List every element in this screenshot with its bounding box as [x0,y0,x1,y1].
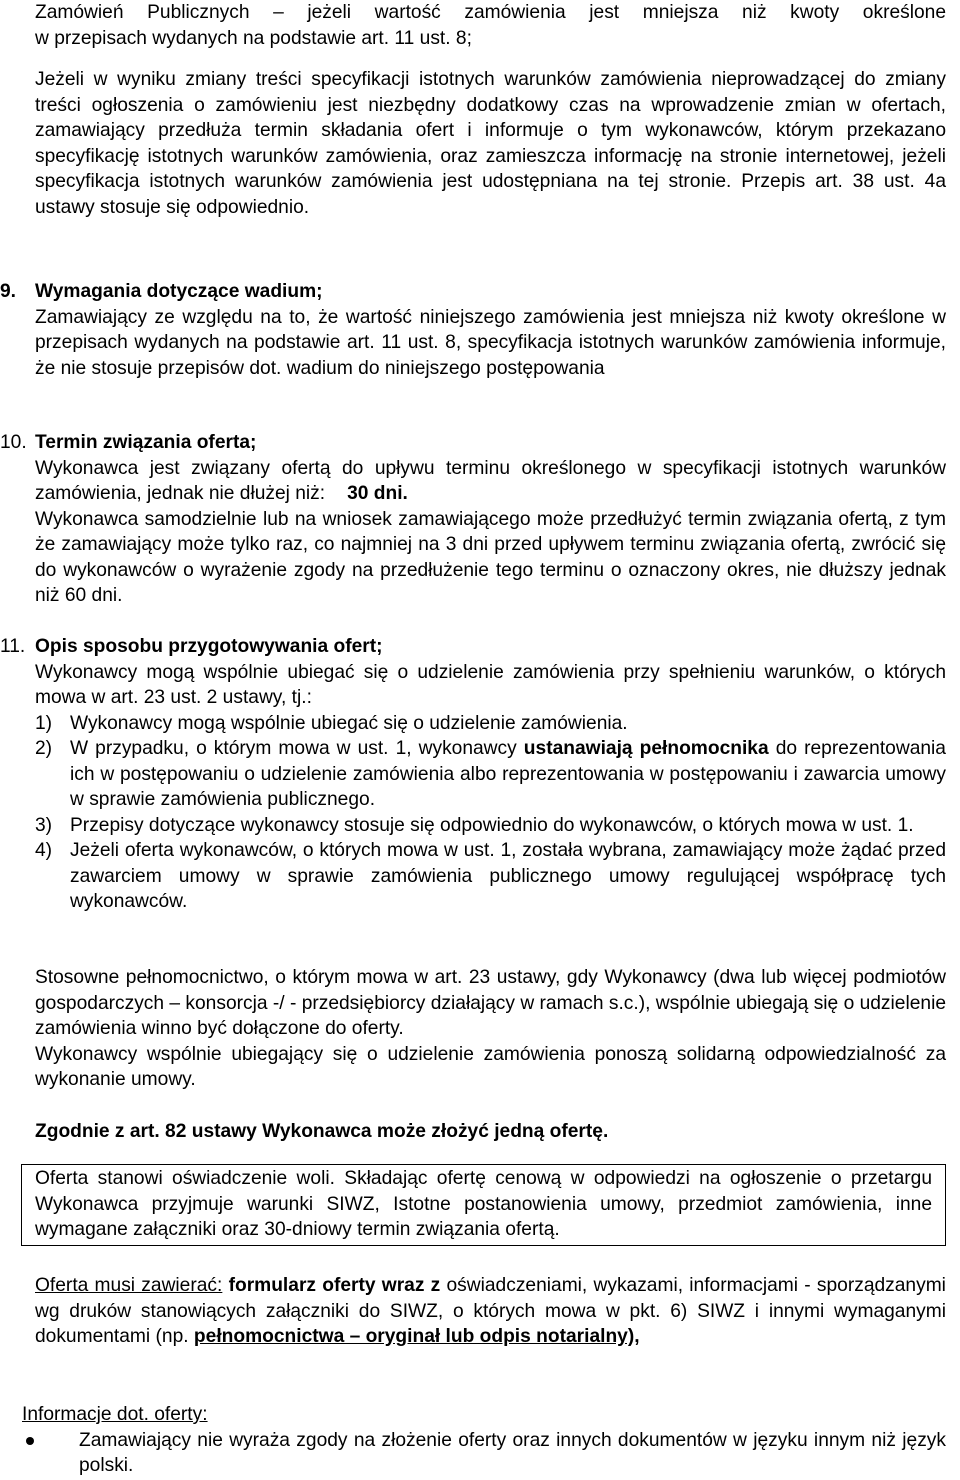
oferta-notice-text: Oferta stanowi oświadczenie woli. Składając ofertę cenową w odpowiedzi na ogłoszenie o przetargu Wykonawca przyjmuje warunki SIWZ, Istotne postanowienia umowy, przedmiot zamówienia, inne wymagane załączniki oraz 30-dniowy termin związania ofertą. [35,1168,932,1240]
solidarna-text: Wykonawcy wspólnie ubiegający się o udzielenie zamówienia ponoszą solidarną odpowiedzialność za wykonanie umowy. [35,1043,946,1090]
section-11-intro: Wykonawcy mogą wspólnie ubiegać się o udzielenie zamówienia przy spełnieniu warunków, o których mowa w art. 23 ust. 2 ustawy, tj.: [35,661,946,708]
pelnomocnictwo-block [35,965,946,1093]
section-11-number: 11. [0,636,26,657]
oferta-musi-rest: oświadczeniami, wykazami, informacjami - sporządzanymi wg druków stanowiących załączniki do SIWZ, o których mowa w pkt. 6) SIWZ i innymi wymaganymi dokumentami (np. [35,1275,946,1347]
section-10-title: Termin związania oferta; [35,432,257,453]
list-item-text: Jeżeli oferta wykonawców, o których mowa w ust. 1, została wybrana, zamawiający może żądać przed zawarciem umowy w sprawie zamówienia publicznego umowy regulującej współpracę tych wykonawców. [70,840,946,912]
section-11-heading [0,634,946,660]
section-10 [0,430,946,609]
oferta-musi-text [35,1273,946,1350]
bullet-item [22,1428,946,1479]
list-item-4 [35,838,946,915]
section-9-heading [0,279,946,305]
section-10-heading [0,430,946,456]
list-item-text: Przepisy dotyczące wykonawcy stosuje się odpowiednio do wykonawców, o których mowa w ust. 1. [70,814,914,836]
section-9-body: Zamawiający ze względu na to, że wartość niniejszego zamówienia jest mniejsza niż kwoty określone w przepisach wydanych na podstawie art. 11 ust. 8, specyfikacja istotnych warunków zamówienia informuje, że nie stosuje przepisów dot. wadium do niniejszego postępowania [35,306,946,379]
list-item-1 [35,711,946,737]
informacje-block [22,1402,946,1479]
oferta-musi-bold: formularz oferty wraz z [228,1275,441,1296]
oferta-notice-box [21,1164,946,1246]
informacje-label: Informacje dot. oferty: [22,1404,208,1425]
list-number: 2) [35,738,53,759]
section-10-number: 10. [0,432,27,453]
art82-block [35,1119,946,1145]
section-10-body-1 [35,456,946,507]
section-10-days: 30 dni. [347,483,408,504]
section-10-body-2: Wykonawca samodzielnie lub na wniosek zamawiającego może przedłużyć termin związania ofertą, z tym że zamawiający może tylko raz, co najmniej na 3 dni przed upływem terminu związania ofertą, zwrócić się do wykonawców o wyrażenie zgody na przedłużenie tego terminu o oznaczony okres, nie dłuższy jednak niż 60 dni. [35,508,946,606]
section-9 [0,279,946,381]
section-11 [0,634,946,915]
section-11-title: Opis sposobu przygotowywania ofert; [35,636,383,657]
pelnomocnictwo-text: Stosowne pełnomocnictwo, o którym mowa w art. 23 ustawy, gdy Wykonawcy (dwa lub więcej podmiotów gospodarczych – konsorcja -/ - przedsiębiorcy działający w ramach s.c.), wspólnie ubiegają się o udzielenie zamówienia winno być dołączone do oferty. [35,967,946,1039]
list-item-2 [35,736,946,813]
list-item-2-post: do reprezentowania ich w postępowaniu o udzielenie zamówienia albo reprezentowania w postępowaniu i zawarcia umowy w sprawie zamówienia publicznego. [70,738,946,810]
list-item-text: Wykonawcy mogą wspólnie ubiegać się o udzielenie zamówienia. [70,712,628,734]
oferta-box-wrap [35,1164,946,1246]
list-item-2-pre: W przypadku, o którym mowa w ust. 1, wykonawcy [70,738,517,759]
bullet-text: Zamawiający nie wyraża zgody na złożenie oferty oraz innych dokumentów w języku innym niż język polski. [79,1429,946,1476]
list-item-text [70,736,946,813]
section-10-body-1-text: Wykonawca jest związany ofertą do upływu terminu określonego w specyfikacji istotnych warunków zamówienia, jednak nie dłużej niż: [35,457,946,504]
intro-block [35,0,946,51]
list-item-2-bold: ustanawiają pełnomocnika [523,738,769,759]
section-9-number: 9. [0,281,17,302]
art82-text: Zgodnie z art. 82 ustawy Wykonawca może złożyć jedną ofertę. [35,1121,609,1142]
intro-line-1: Zamówień Publicznych – jeżeli wartość zamówienia jest mniejsza niż kwoty określone [35,2,946,23]
bullet-icon [26,1437,34,1445]
oferta-musi-label: Oferta musi zawierać: [35,1275,223,1296]
section-9-title: Wymagania dotyczące wadium; [35,281,323,302]
list-number: 4) [35,840,53,861]
list-number: 3) [35,814,53,836]
list-number: 1) [35,712,53,734]
oferta-musi-pelnomocnictwa: pełnomocnictwa – oryginał lub odpis notarialny), [193,1326,640,1347]
list-item-3 [35,813,946,839]
intro-line-2: w przepisach wydanych na podstawie art. 11 ust. 8; [35,27,472,49]
oferta-musi-block [35,1273,946,1350]
paragraph-zmiany [35,67,946,220]
zmiany-text: Jeżeli w wyniku zmiany treści specyfikacji istotnych warunków zamówienia nieprowadzącej do zmiany treści ogłoszenia o zamówieniu jest niezbędny dodatkowy czas na wprowadzenie zmian w ofertach, zamawiający przedłuża termin składania ofert i informuje o tym wykonawców, którym przekazano specyfikację istotnych warunków zamówienia, oraz zamieszcza informację na stronie internetowej, jeżeli specyfikacja istotnych warunków zamówienia jest udostępniana na tej stronie. Przepis art. 38 ust. 4a ustawy stosuje się odpowiednio. [35,69,946,218]
